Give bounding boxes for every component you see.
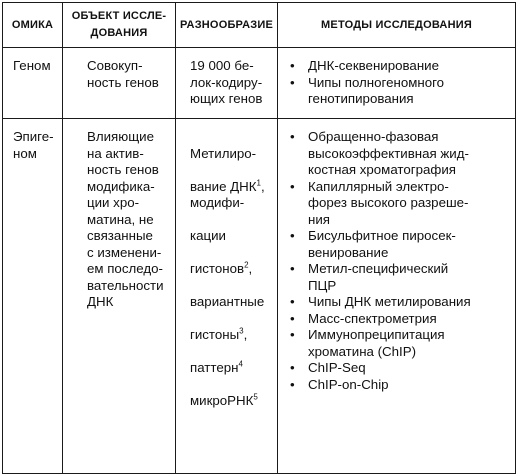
- omics-table-container: [2, 2, 515, 474]
- header-row: [3, 3, 516, 48]
- method-item: [290, 311, 509, 328]
- bullet-icon: •: [290, 261, 295, 277]
- method-text: ChIP-on-Chip: [308, 376, 389, 392]
- bullet-icon: •: [290, 327, 295, 343]
- method-text: Обращенно-фазовая высокоэффективная жид- костная хроматография: [308, 129, 469, 178]
- diversity-cell: [176, 119, 278, 474]
- methods-cell: [278, 119, 516, 474]
- bullet-icon: •: [290, 360, 295, 376]
- omics-cell: [3, 48, 63, 119]
- table-row-epigenome: [3, 119, 516, 474]
- method-text: Чипы полногеномного генотипирования: [308, 74, 445, 106]
- header-object: ОБЪЕКТ ИССЛЕ- ДОВАНИЯ: [63, 3, 176, 48]
- method-item: [290, 75, 509, 108]
- method-item: [290, 327, 509, 360]
- bullet-icon: •: [290, 376, 295, 392]
- omics-label: Эпиге- ном: [13, 129, 54, 161]
- method-text: ChIP-Seq: [308, 360, 366, 376]
- bullet-icon: •: [290, 228, 295, 244]
- header-omics: ОМИКА: [3, 3, 63, 48]
- omics-cell: [3, 119, 63, 474]
- bullet-icon: •: [290, 178, 295, 194]
- diversity-text: 19 000 бе- лок-кодиру- ющих генов: [190, 58, 263, 106]
- method-item: [290, 261, 509, 294]
- method-text: ДНК-секвенирование: [308, 58, 439, 73]
- method-text: Иммунопреципитация хроматина (ChIP): [308, 327, 445, 359]
- method-item: [290, 377, 509, 394]
- object-cell: [63, 119, 176, 474]
- object-text: Влияющие на актив- ность генов модифика- ции хро- матина, не связанные с изменени- ем последо- вательности ДНК: [87, 129, 164, 310]
- method-text: Метил-специфический ПЦР: [308, 261, 449, 293]
- bullet-icon: •: [290, 129, 295, 145]
- method-item: [290, 228, 509, 261]
- method-text: Чипы ДНК метилирования: [308, 294, 471, 310]
- method-item: [290, 129, 509, 179]
- method-item: [290, 179, 509, 229]
- methods-list: [290, 129, 509, 393]
- header-diversity: РАЗНООБРАЗИЕ: [176, 3, 278, 48]
- object-text: Совокуп- ность генов: [87, 58, 159, 90]
- table-row-genome: [3, 48, 516, 119]
- bullet-icon: •: [290, 58, 295, 73]
- method-text: Бисульфитное пиросек- венирование: [308, 228, 456, 260]
- methods-list: [290, 58, 509, 108]
- diversity-cell: [176, 48, 278, 119]
- bullet-icon: •: [290, 294, 295, 310]
- method-item: [290, 58, 509, 75]
- omics-table: [2, 2, 516, 474]
- bullet-icon: •: [290, 74, 295, 90]
- methods-cell: [278, 48, 516, 119]
- omics-label: Геном: [13, 58, 51, 73]
- diversity-text: Метилиро- вание ДНК$^1$, модифи- кации гистонов$^2$, вариантные гистоны$^3$, паттерн$^4$ микроРНК$^5$: [190, 145, 265, 409]
- object-cell: [63, 48, 176, 119]
- method-text: Масс-спектрометрия: [308, 310, 437, 326]
- method-item: [290, 360, 509, 377]
- header-methods: МЕТОДЫ ИССЛЕДОВАНИЯ: [278, 3, 516, 48]
- method-text: Капиллярный электро- форез высокого разреше- ния: [308, 178, 469, 227]
- bullet-icon: •: [290, 310, 295, 326]
- method-item: [290, 294, 509, 311]
